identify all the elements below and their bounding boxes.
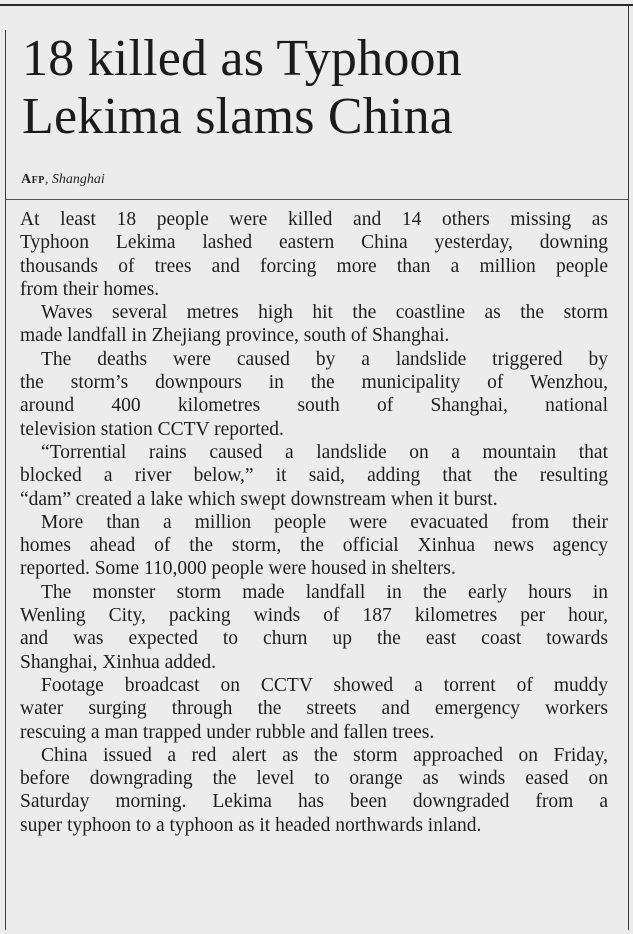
top-border-rule [0,4,633,6]
byline-agency: Afp [21,172,45,187]
article-line: and was expected to churn up the east coast towards [20,628,608,650]
article-line: thousands of trees and forcing more than a million people [20,255,608,277]
article-line: Shanghai, Xinhua added. [20,651,217,673]
article-line: television station CCTV reported. [20,418,284,440]
article-line: homes ahead of the storm, the official Xinhua news agency [20,535,608,557]
right-column-rule [628,6,629,930]
article-paragraph [20,441,608,511]
article-line: Footage broadcast on CCTV showed a torrent of muddy [41,674,608,696]
article-body [20,208,608,837]
byline-location: Shanghai [51,172,105,187]
article-line: Saturday morning. Lekima has been downgraded from a [20,791,608,813]
article-line: the storm’s downpours in the municipality of Wenzhou, [20,372,608,394]
article-line: Waves several metres high hit the coastline as the storm [41,302,608,324]
article-line: water surging through the streets and emergency workers [20,698,608,720]
byline [21,172,105,188]
article-line: reported. Some 110,000 people were housed in shelters. [20,558,456,580]
article-paragraph [20,301,608,348]
article-line: More than a million people were evacuated from their [41,511,608,533]
byline-separator: , [44,172,52,187]
article-line: The monster storm made landfall in the early hours in [41,581,608,603]
article-paragraph [20,348,608,441]
article-line: around 400 kilometres south of Shanghai, national [20,395,608,417]
article-paragraph [20,208,608,301]
article-paragraph [20,744,608,837]
byline-divider [6,199,628,200]
article-line: rescuing a man trapped under rubble and fallen trees. [20,721,435,743]
article-line: China issued a red alert as the storm approached on Friday, [41,744,608,766]
headline-line: Lekima slams China [22,88,454,145]
article-paragraph [20,511,608,581]
article-paragraph [20,674,608,744]
article-line: made landfall in Zhejiang province, south of Shanghai. [20,325,450,347]
article-line: before downgrading the level to orange as winds eased on [20,768,608,790]
article-headline [22,30,622,146]
article-paragraph [20,581,608,674]
article-line: super typhoon to a typhoon as it headed northwards inland. [20,814,482,836]
article-line: from their homes. [20,278,160,300]
article-line: “Torrential rains caused a landslide on a mountain that [41,441,608,463]
headline-line: 18 killed as Typhoon [22,30,462,87]
article-line: At least 18 people were killed and 14 others missing as [20,209,608,230]
article-line: Wenling City, packing winds of 187 kilometres per hour, [20,605,608,627]
article-line: blocked a river below,” it said, adding that the resulting [20,465,608,487]
article-line: Typhoon Lekima lashed eastern China yesterday, downing [20,232,608,254]
article-line: “dam” created a lake which swept downstream when it burst. [20,488,498,510]
article-line: The deaths were caused by a landslide triggered by [41,348,608,370]
left-column-rule [5,30,6,930]
